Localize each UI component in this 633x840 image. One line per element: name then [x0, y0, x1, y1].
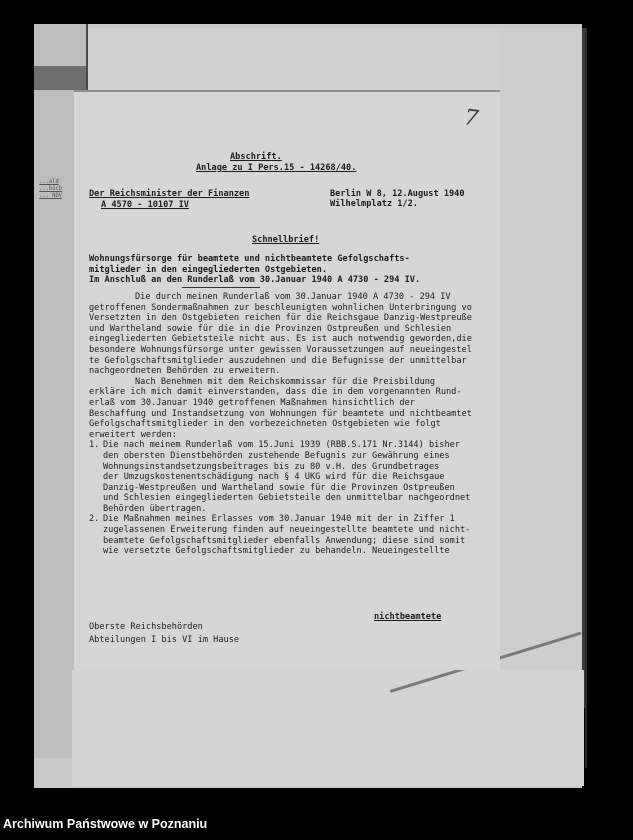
document-page	[74, 92, 500, 670]
place-date: Berlin W 8, 12.August 1940	[330, 189, 465, 199]
address: Wilhelmplatz 1/2.	[330, 199, 418, 209]
paragraph-1: Die durch meinen Runderlaß vom 30.Januar 1940 A 4730 - 294 IV getroffenen Sondermaßnahmen zur beschleunigten wohnlichen Unterbringung vo Versetzten in den Ostgebieten reichen für die Reichsgaue Danzig-Westpreuße und Wartheland sowie für die in die Provinzen Ostpreußen und Schlesien eingegliederten Gebietsteile nicht aus. Es ist auch notwendig geworden,die besondere Wohnungsfürsorge unter gewissen Voraussetzungen auf neueingestel te Gefolgschaftsmitglieder auszudehnen und die Befugnisse der unmittelbar nachgeordneten Behörden zu erweitern.	[89, 292, 472, 377]
sender-reference: A 4570 - 10107 IV	[101, 200, 189, 210]
archive-label: Archiwum Państwowe w Poznaniu	[3, 817, 208, 831]
continuation-catchword: nichtbeamtete	[374, 612, 442, 622]
sender-authority: Der Reichsminister der Finanzen	[89, 189, 250, 199]
list-item-1: 1. Die nach meinem Runderlaß vom 15.Juni 1939 (RBB.S.171 Nr.3144) bisher den obersten Dienstbehörden zustehende Befugnis zur Gewährung eines Wohnungsinstandsetzungsbeitrages bis zu 80 v.H. des Grundbetrages der Umzugskostenentschädigung nach § 4 UKG wird für die Reichsgaue Danzig-Westpreußen und Wartheland sowie für die Provinzen Ostpreußen und Schlesien eingegliederten Gebietsteile den unmittelbar nachgeordnet Behörden übertragen.	[89, 440, 471, 514]
bottom-sheet	[72, 670, 584, 786]
document-title: Abschrift.	[230, 152, 282, 162]
subject-block: Wohnungsfürsorge für beamtete und nichtbeamtete Gefolgschafts- mitglieder in den eingegliederten Ostgebieten. Im Anschluß an den Runderlaß vom 30.Januar 1940 A 4730 - 294 IV.	[89, 254, 421, 286]
paragraph-2: Nach Benehmen mit dem Reichskommissar für die Preisbildung erkläre ich mich damit einverstanden, dass die in dem vorgenannten Rund- erlaß vom 30.Januar 1940 getroffenen Maßnahmen hinsichtlich der Beschaffung und Instandsetzung von Wohnungen für beamtete und nichtbeamtet Gefolgschaftsmitglieder in den vorbezeichneten Ostgebieten wie folgt erweitert werden:	[89, 376, 472, 440]
list-item-2: 2. Die Maßnahmen meines Erlasses vom 30.Januar 1940 mit der in Ziffer 1 zugelassenen Erweiterung finden auf neueingestellte beamtete und nicht- beamtete Gefolgschaftsmitglieder ebenfalls Anwendung; diese sind somit wie versetzte Gefolgschaftsmitglieder zu behandeln. Neueingestellte	[89, 514, 471, 557]
body-text	[89, 292, 491, 557]
stain	[34, 66, 86, 90]
binding-edge	[585, 28, 587, 768]
recipient-line: Abteilungen I bis VI im Hause	[89, 635, 240, 645]
annex-reference: Anlage zu I Pers.15 - 14268/40.	[196, 163, 357, 173]
right-sheet-edge	[500, 28, 585, 708]
separator-line	[182, 287, 260, 288]
urgency-mark: Schnellbrief!	[252, 235, 320, 245]
recipient-line: Oberste Reichsbehörden	[89, 622, 203, 632]
left-strip-stamp: ...ald ...bücb ... NOV	[39, 178, 63, 199]
folio-number: 7	[462, 105, 480, 132]
